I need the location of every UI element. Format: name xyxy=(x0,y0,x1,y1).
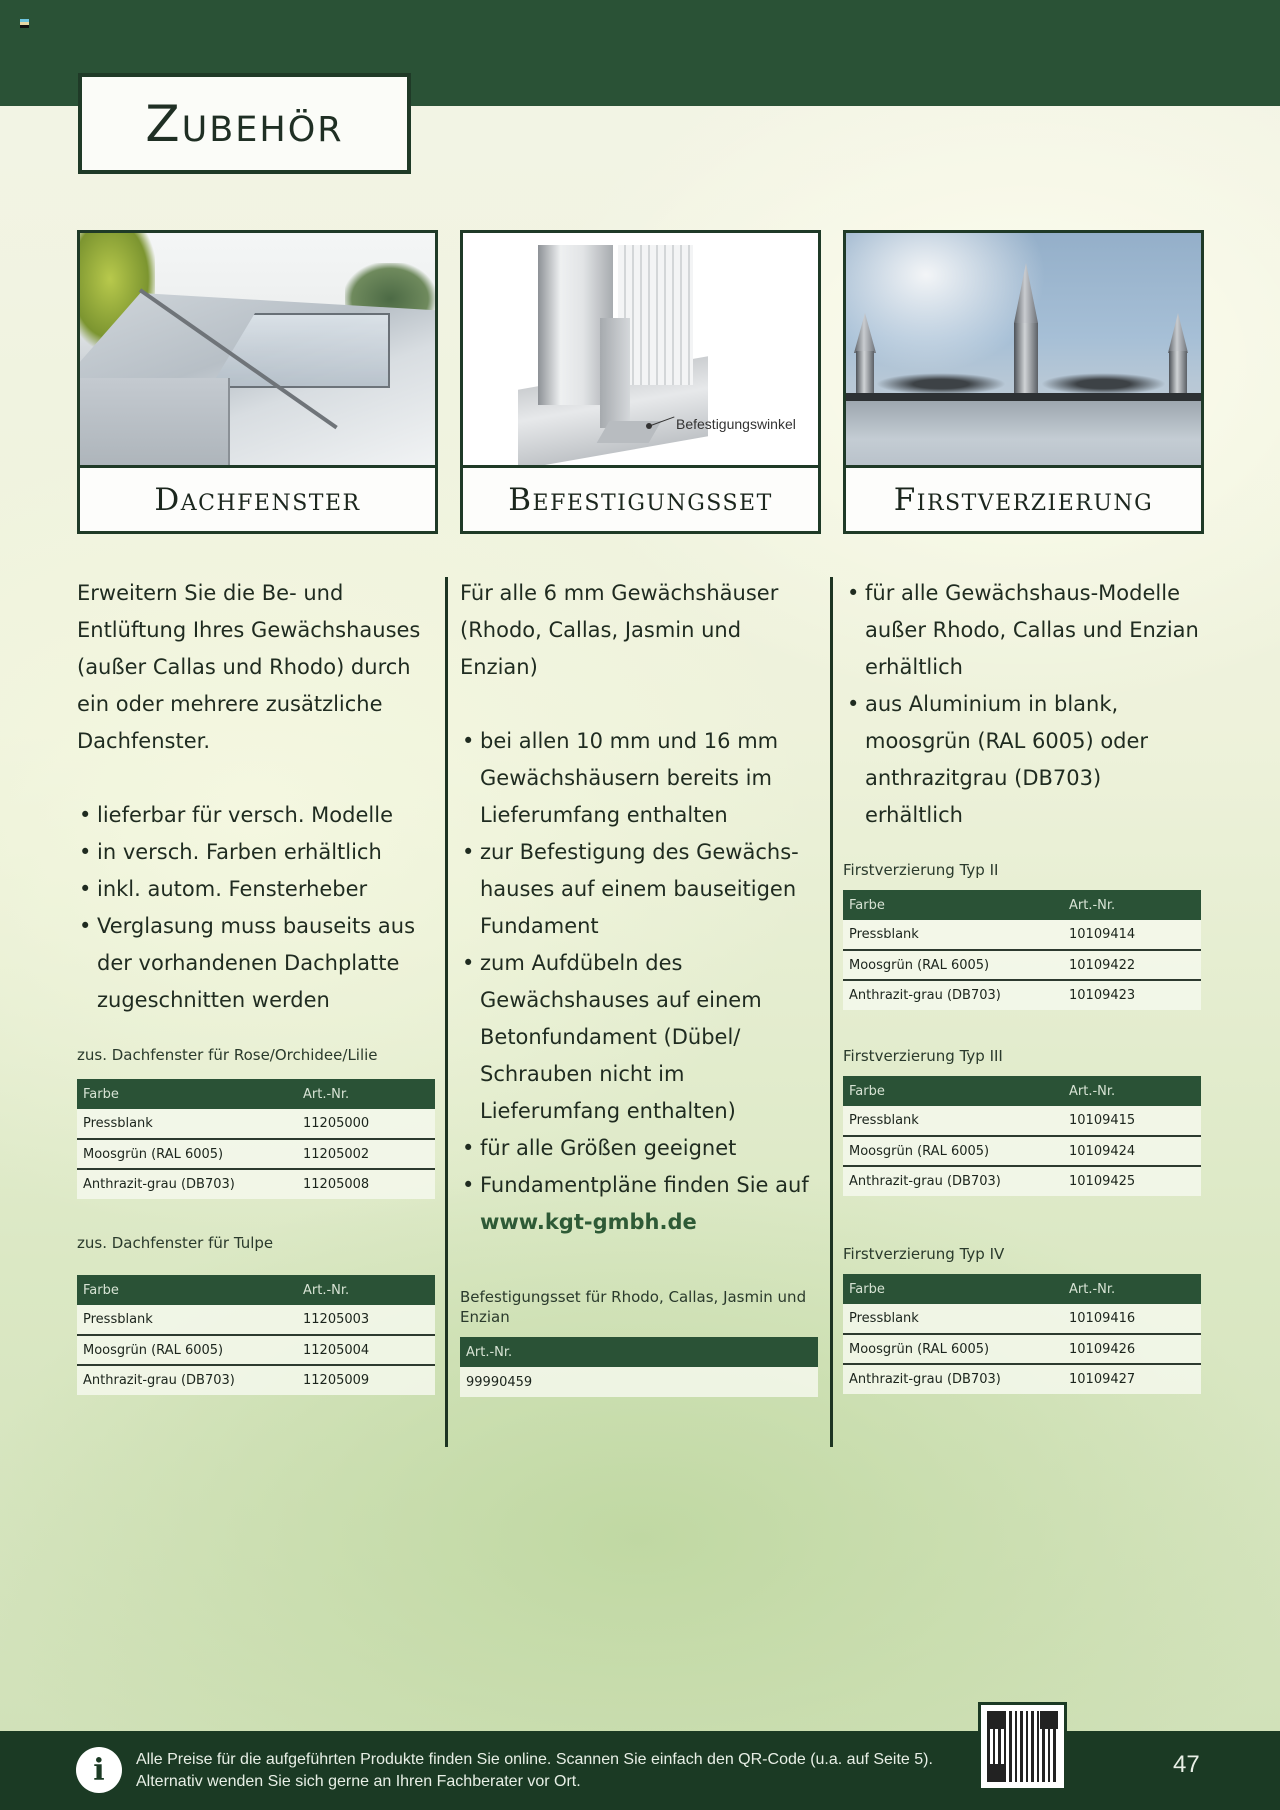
table-title: Firstverzierung Typ II xyxy=(843,861,999,879)
product-card-befestigungsset xyxy=(460,230,821,534)
column-header: Farbe xyxy=(843,1274,1063,1304)
feature-item: • Fundamentpläne finden Sie auf www.kgt-gmbh.de xyxy=(460,1167,820,1241)
footer-line-2: Alternativ wenden Sie sich gerne an Ihren Fachberater vor Ort. xyxy=(136,1773,581,1790)
feature-item: • lieferbar für versch. Modelle xyxy=(77,797,437,834)
article-table xyxy=(843,1274,1201,1394)
image-label: Befestigungswinkel xyxy=(676,416,796,432)
table-row: Anthrazit-grau (DB703) 10109427 xyxy=(843,1364,1201,1394)
table-title: zus. Dachfenster für Tulpe xyxy=(77,1234,274,1252)
article-table xyxy=(77,1275,435,1395)
befestigungsset-features xyxy=(460,723,820,1241)
firstverzierung-photo xyxy=(846,233,1201,465)
column-header: Art.-Nr. xyxy=(1063,890,1201,920)
footer-line-1: Alle Preise für die aufgeführten Produkte finden Sie online. Scannen Sie einfach den QR-Code (u.a. auf Seite 5). xyxy=(136,1751,933,1768)
flag-icon xyxy=(20,19,29,28)
feature-item: • in versch. Farben erhältlich xyxy=(77,834,437,871)
dachfenster-features xyxy=(77,797,437,1019)
qr-code-icon[interactable] xyxy=(978,1702,1067,1791)
product-title: Dachfenster xyxy=(154,481,361,518)
column-header: Farbe xyxy=(77,1275,297,1305)
table-block xyxy=(843,1046,1205,1196)
footer-note xyxy=(136,1749,933,1793)
table-title: zus. Dachfenster für Rose/Orchidee/Lilie xyxy=(77,1046,378,1064)
feature-item: • inkl. autom. Fensterheber xyxy=(77,871,437,908)
column-divider xyxy=(830,577,833,1447)
feature-item: • aus Aluminium in blank, moosgrün (RAL 6005) oder anthrazitgrau (DB703) erhältlich xyxy=(845,686,1205,834)
column-header: Farbe xyxy=(843,890,1063,920)
firstverzierung-features xyxy=(845,575,1205,834)
table-title: Befestigungsset für Rhodo, Callas, Jasmin und Enzian xyxy=(460,1288,807,1326)
feature-item: • bei allen 10 mm und 16 mm Gewächshäusern bereits im Lieferumfang enthalten xyxy=(460,723,820,834)
table-row: Anthrazit-grau (DB703) 11205008 xyxy=(77,1169,435,1199)
table-row: Pressblank 10109415 xyxy=(843,1106,1201,1136)
table-row: Pressblank 10109414 xyxy=(843,920,1201,950)
page-title: Zubehör xyxy=(145,94,344,153)
column-header: Art.-Nr. xyxy=(297,1275,435,1305)
table-row: Moosgrün (RAL 6005) 10109424 xyxy=(843,1136,1201,1166)
table-row: Moosgrün (RAL 6005) 11205004 xyxy=(77,1335,435,1365)
product-card-dachfenster xyxy=(77,230,438,534)
column-header: Art.-Nr. xyxy=(1063,1274,1201,1304)
product-card-firstverzierung xyxy=(843,230,1204,534)
table-title: Firstverzierung Typ III xyxy=(843,1047,1003,1065)
feature-item: • zur Befestigung des Gewächs-hauses auf einem bauseitigen Fundament xyxy=(460,834,820,945)
column-header: Art.-Nr. xyxy=(297,1079,435,1109)
page-title-box xyxy=(78,73,411,174)
column-divider xyxy=(445,577,448,1447)
table-row: 99990459 xyxy=(460,1367,818,1397)
table-row: Moosgrün (RAL 6005) 11205002 xyxy=(77,1139,435,1169)
column-header: Farbe xyxy=(77,1079,297,1109)
table-title: Firstverzierung Typ IV xyxy=(843,1245,1005,1263)
product-title: Befestigungsset xyxy=(508,481,773,518)
dachfenster-photo xyxy=(80,233,435,465)
table-block xyxy=(77,1045,437,1199)
column-header: Art.-Nr. xyxy=(1063,1076,1201,1106)
table-block xyxy=(77,1233,437,1395)
dachfenster-intro: Erweitern Sie die Be- und Entlüftung Ihres Gewächshauses (außer Callas und Rhodo) durch ein oder mehrere zusätzliche Dachfenster. xyxy=(77,581,421,753)
article-table xyxy=(77,1079,435,1199)
feature-item: • zum Aufdübeln des Gewächshauses auf einem Betonfundament (Dübel/ Schrauben nicht im Lieferumfang enthalten) xyxy=(460,945,820,1130)
table-row: Anthrazit-grau (DB703) 10109425 xyxy=(843,1166,1201,1196)
table-row: Anthrazit-grau (DB703) 10109423 xyxy=(843,980,1201,1010)
website-link[interactable]: www.kgt-gmbh.de xyxy=(480,1210,697,1234)
firstverzierung-column xyxy=(845,575,1205,1394)
page-number: 47 xyxy=(1173,1751,1200,1778)
article-table xyxy=(843,1076,1201,1196)
befestigungsset-intro: Für alle 6 mm Gewächshäuser (Rhodo, Callas, Jasmin und Enzian) xyxy=(460,581,779,679)
product-title: Firstverzierung xyxy=(893,481,1154,518)
table-row: Pressblank 11205003 xyxy=(77,1305,435,1335)
table-row: Moosgrün (RAL 6005) 10109426 xyxy=(843,1334,1201,1364)
table-row: Moosgrün (RAL 6005) 10109422 xyxy=(843,950,1201,980)
befestigungsset-column xyxy=(460,575,820,1397)
befestigungsset-illustration xyxy=(463,233,818,465)
info-icon: i xyxy=(76,1747,122,1793)
feature-item: • Verglasung muss bauseits aus der vorhandenen Dachplatte zugeschnitten werden xyxy=(77,908,437,1019)
feature-item: • für alle Größen geeignet xyxy=(460,1130,820,1167)
table-row: Pressblank 11205000 xyxy=(77,1109,435,1139)
table-block xyxy=(843,860,1205,1010)
table-block xyxy=(460,1287,820,1397)
article-table xyxy=(460,1337,818,1397)
table-row: Pressblank 10109416 xyxy=(843,1304,1201,1334)
dachfenster-column xyxy=(77,575,437,1395)
feature-item: • für alle Gewächshaus-Modelle außer Rhodo, Callas und Enzian erhältlich xyxy=(845,575,1205,686)
column-header: Art.-Nr. xyxy=(460,1337,818,1367)
table-block xyxy=(843,1244,1205,1394)
table-row: Anthrazit-grau (DB703) 11205009 xyxy=(77,1365,435,1395)
column-header: Farbe xyxy=(843,1076,1063,1106)
article-table xyxy=(843,890,1201,1010)
